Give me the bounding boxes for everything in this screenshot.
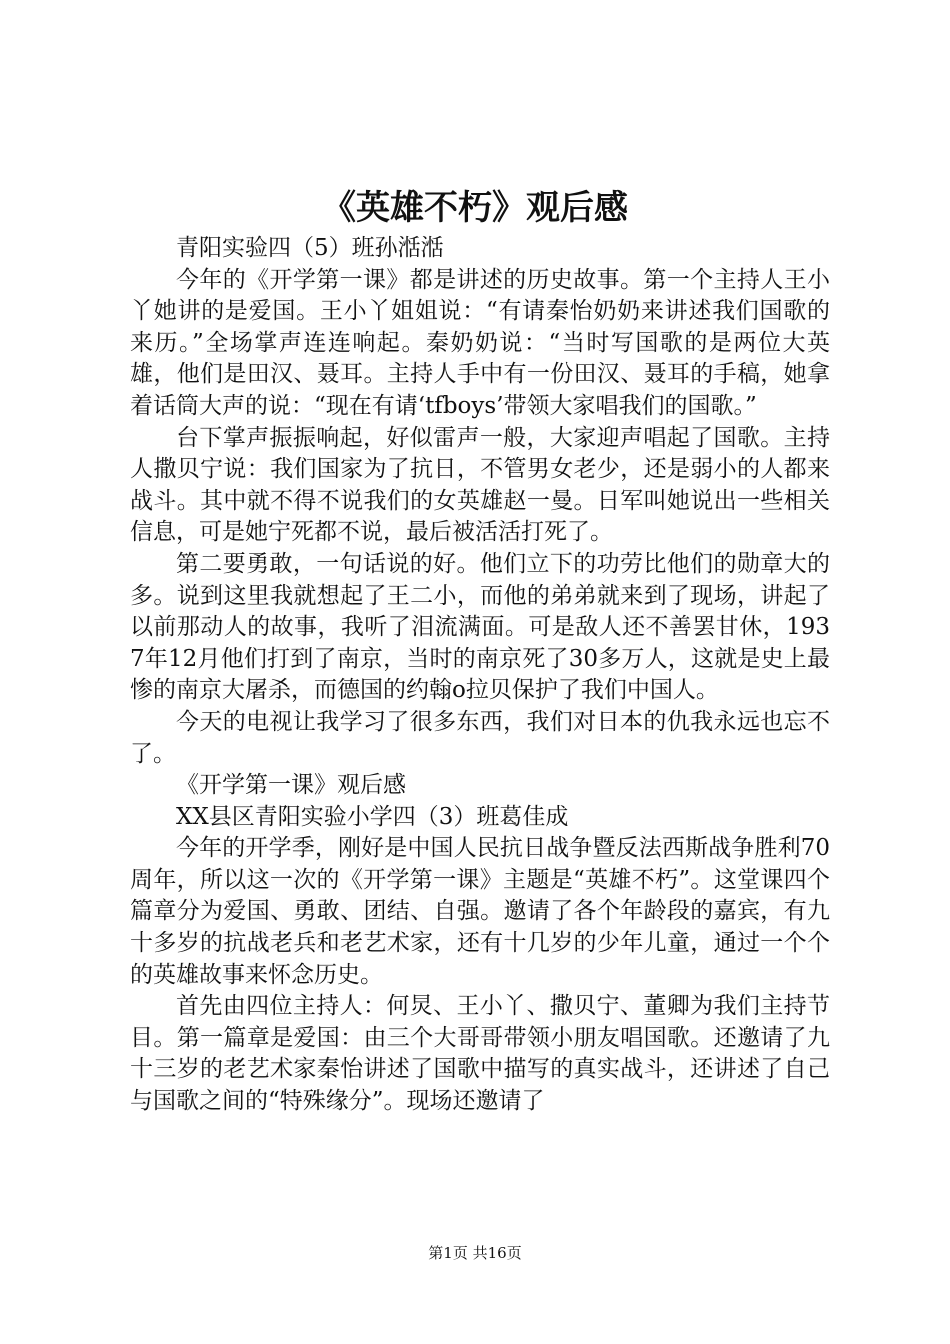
paragraph-6: 首先由四位主持人：何炅、王小丫、撒贝宁、董卿为我们主持节目。第一篇章是爱国：由三个大哥哥带领小朋友唱国歌。还邀请了九十三岁的老艺术家秦怡讲述了国歌中描写的真实战斗，还讲述了自己与国歌之间的“特殊缘分”。现场还邀请了 [130,993,830,1115]
page-footer: 第1页 共16页 [428,1244,522,1262]
document-body [130,233,830,1118]
paragraph-4: 今天的电视让我学习了很多东西，我们对日本的仇我永远也忘不了。 [130,708,830,767]
paragraph-1: 今年的《开学第一课》都是讲述的历史故事。第一个主持人王小丫她讲的是爱国。王小丫姐姐说：“有请秦怡奶奶来讲述我们国歌的来历。”全场掌声连连响起。秦奶奶说：“当时写国歌的是两位大英雄，他们是田汉、聂耳。主持人手中有一份田汉、聂耳的手稿，她拿着话筒大声的说：“现在有请‘tfboys’带领大家唱我们的国歌。” [130,266,830,419]
paragraph-3: 第二要勇敢，一句话说的好。他们立下的功劳比他们的勋章大的多。说到这里我就想起了王二小，而他的弟弟就来到了现场，讲起了以前那动人的故事，我听了泪流满面。可是敌人还不善罢甘休，1937年12月他们打到了南京，当时的南京死了30多万人，这就是史上最惨的南京大屠杀，而德国的约翰o拉贝保护了我们中国人。 [130,550,830,704]
paragraph-author-2: XX县区青阳实验小学四（3）班葛佳成 [176,803,569,830]
subheading-second-essay: 《开学第一课》观后感 [176,772,406,799]
paragraph-5: 今年的开学季，刚好是中国人民抗日战争暨反法西斯战争胜利70周年，所以这一次的《开学第一课》主题是“英雄不朽”。这堂课四个篇章分为爱国、勇敢、团结、自强。邀请了各个年龄段的嘉宾，有九十多岁的抗战老兵和老艺术家，还有十几岁的少年儿童，通过一个个的英雄故事来怀念历史。 [130,835,830,988]
paragraph-author-1: 青阳实验四（5）班孙湉湉 [176,235,444,261]
document-title: 《英雄不朽》观后感 [322,188,628,228]
paragraph-2: 台下掌声振振响起，好似雷声一般，大家迎声唱起了国歌。主持人撒贝宁说：我们国家为了抗日，不管男女老少，还是弱小的人都来战斗。其中就不得不说我们的女英雄赵一曼。日军叫她说出一些相关信息，可是她宁死都不说，最后被活活打死了。 [130,424,830,546]
